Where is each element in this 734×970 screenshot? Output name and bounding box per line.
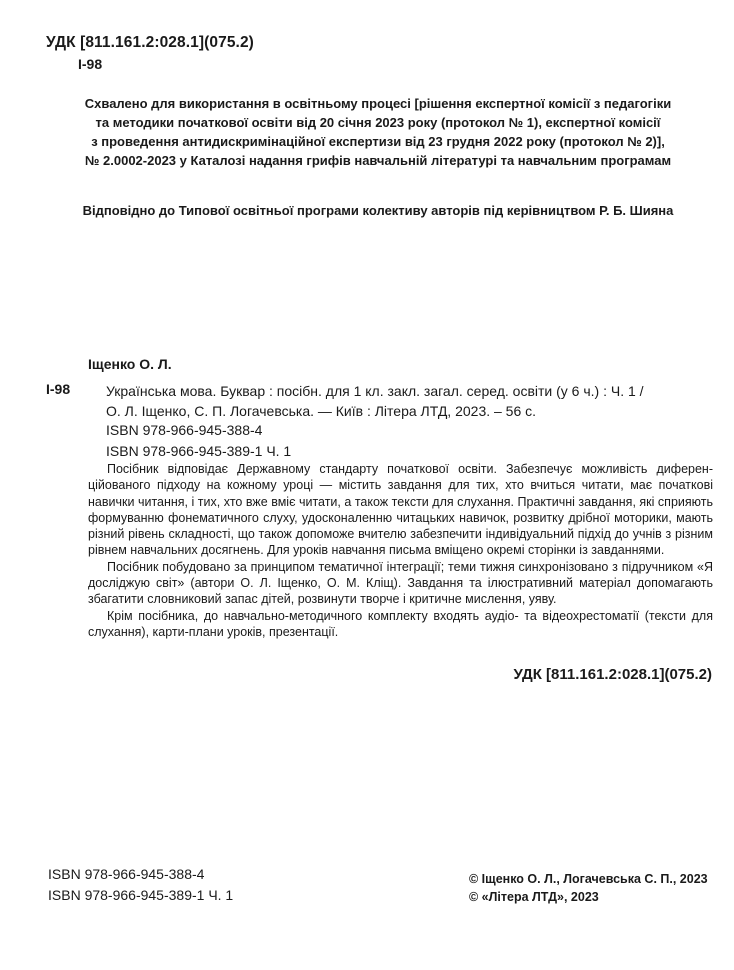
udk-header: УДК [811.161.2:028.1](075.2): [46, 34, 254, 51]
footer-isbn-list: [48, 864, 233, 906]
approval-line: з проведення антидискримінаційної експертизи від 23 грудня 2022 року (протокол № 2)],: [91, 134, 665, 149]
copyright-line: © Іщенко О. Л., Логачевська С. П., 2023: [469, 872, 708, 886]
isbn-line: ISBN 978-966-945-389-1 Ч. 1: [106, 443, 292, 459]
author-code-header: І-98: [78, 56, 103, 72]
bibliography-line: Українська мова. Буквар : посібн. для 1 кл. закл. загал. серед. освіти (у 6 ч.) : Ч. 1 /: [106, 383, 644, 399]
bibliography-code: І-98: [46, 381, 71, 397]
approval-statement: [50, 94, 706, 170]
annotation-paragraph: Крім посібника, до навчально-методичного комплекту входять аудіо- та відеохрестоматії (тексти для слухання), карти-плани уроків, презентації.: [88, 608, 713, 639]
approval-line: № 2.0002-2023 у Каталозі надання грифів навчальній літературі та навчальним програмам: [84, 153, 672, 168]
annotation-paragraph: Посібник побудовано за принципом тематичної інтеграції; теми тижня синхронізовано з підручником «Я досліджую світ» (автори О. Л. Іщенко, О. М. Кліщ). Завдання та ілюстративний матеріал допомагають збагатити словниковий запас дітей, розвинути творче і критичне мислення, уяву.: [88, 559, 713, 607]
bibliography-line: О. Л. Іщенко, С. П. Логачевська. — Київ : Літера ЛТД, 2023. – 56 с.: [106, 403, 537, 419]
udk-footer: УДК [811.161.2:028.1](075.2): [513, 666, 712, 683]
bibliography-description: [106, 381, 718, 421]
bibliography-author: Іщенко О. Л.: [88, 356, 172, 372]
annotation-paragraph: Посібник відповідає Державному стандарту початкової освіти. Забезпечує можливість диференційованого підходу на кожному уроці — містить завдання для тих, хто вчиться читати, має початкові навички читання, і тих, хто вже вміє читати, а також тексти для слухання. Практичні завдання, які сприяють формуванню фонематичного слуху, удосконаленню читацьких навичок, розвитку дрібної моторики, мають різний рівень складності, що також допоможе вчителю забезпечити індивідуальний підхід до учнів з різним рівнем навчальних досягнень. Для уроків навчання письма вміщено окремі сторінки із завданнями.: [88, 462, 713, 558]
bibliography-isbn-list: [106, 420, 291, 462]
isbn-line: ISBN 978-966-945-388-4: [48, 866, 205, 882]
annotation: [88, 461, 713, 640]
copyright-block: [469, 870, 708, 906]
isbn-line: ISBN 978-966-945-389-1 Ч. 1: [48, 887, 234, 903]
isbn-line: ISBN 978-966-945-388-4: [106, 422, 263, 438]
approval-line: та методики початкової освіти від 20 січня 2023 року (протокол № 1), експертної комісії: [95, 115, 661, 130]
copyright-line: © «Літера ЛТД», 2023: [469, 890, 599, 904]
program-note: Відповідно до Типової освітньої програми колективу авторів під керівництвом Р. Б. Шияна: [82, 203, 674, 218]
approval-line: Схвалено для використання в освітньому процесі [рішення експертної комісії з педагогіки: [84, 96, 672, 111]
